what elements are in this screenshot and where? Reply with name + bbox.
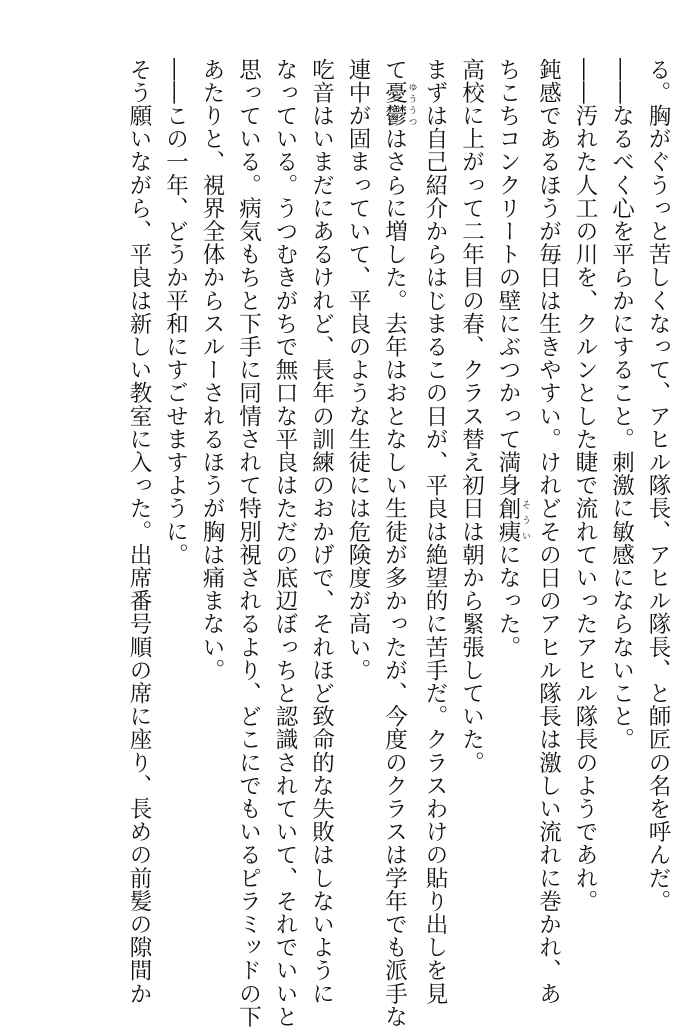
text-run: ――汚れた人工の川を、クルンとした睫で流れていったアヒル隊長のようであれ。 [572, 58, 598, 913]
text-column [121, 58, 158, 1006]
text-run: て [381, 58, 408, 82]
ruby-annotation [381, 81, 417, 128]
text-run: はさらに増した。去年はおとなしい生徒が多かったが、今度のクラスは学年でも派手な [381, 127, 408, 1028]
text-run: ――この一年、どうか平和にすごせますように。 [162, 58, 189, 567]
text-run: ――なるべく心を平らかにすること。刺激に敏感にならないこと。 [608, 58, 635, 751]
text-run: になった。 [495, 543, 521, 659]
text-run: そう願いながら、平良は新しい教室に入った。出席番号順の席に座り、長めの前髪の隙間か [126, 58, 152, 1006]
text-column [453, 58, 490, 958]
text-column [490, 58, 531, 958]
text-column [194, 58, 231, 958]
ruby-annotation [495, 496, 530, 544]
text-column [530, 58, 567, 1006]
text-run: まずは自己紹介からはじまるこの日が、平良は絶望的に苦手だ。クラスわけの貼り出しを見 [422, 58, 448, 1006]
vertical-text-body [16, 58, 676, 1028]
ruby-reading: ゆううつ [406, 81, 417, 128]
text-column [303, 58, 340, 1006]
text-run: なっている。うつむきがちで無口な平良はただの底辺ぼっちと認識されていて、それでいいと [272, 58, 298, 1028]
ruby-reading: そうい [520, 496, 530, 544]
text-column [157, 58, 194, 958]
text-column [417, 58, 454, 1006]
text-column [567, 58, 604, 958]
text-run: る。胸がぐうっと苦しくなって、アヒル隊長、アヒル隊長、と師匠の名を呼んだ。 [645, 58, 671, 913]
ruby-base: 創痍 [495, 496, 521, 544]
text-run: 吃音はいまだにあるけれど、長年の訓練のおかげで、それほど致命的な失敗はしないように [308, 58, 335, 1006]
text-run: ちこちコンクリートの壁にぶつかって満身 [495, 58, 521, 497]
text-column [230, 58, 267, 1028]
text-run: 思っている。病気もちと下手に同情されて特別視されるより、どこにでもいるピラミッドの下 [235, 58, 262, 1028]
text-run: 高校に上がって二年目の春、クラス替え初日は朝から緊張していた。 [458, 58, 485, 775]
text-run: 連中が固まっていて、平良のような生徒には危険度が高い。 [345, 58, 371, 682]
ruby-base: 憂鬱 [381, 81, 408, 128]
text-column [603, 58, 640, 958]
text-column [640, 58, 677, 958]
text-run: 鈍感であるほうが毎日は生きやすい。けれどその日のアヒル隊長は激しい流れに巻かれ、あ [535, 58, 562, 1006]
text-column [376, 58, 417, 1028]
text-column [340, 58, 377, 958]
text-column [267, 58, 304, 1028]
text-run: あたりと、視界全体からスルーされるほうが胸は痛まない。 [199, 58, 225, 682]
